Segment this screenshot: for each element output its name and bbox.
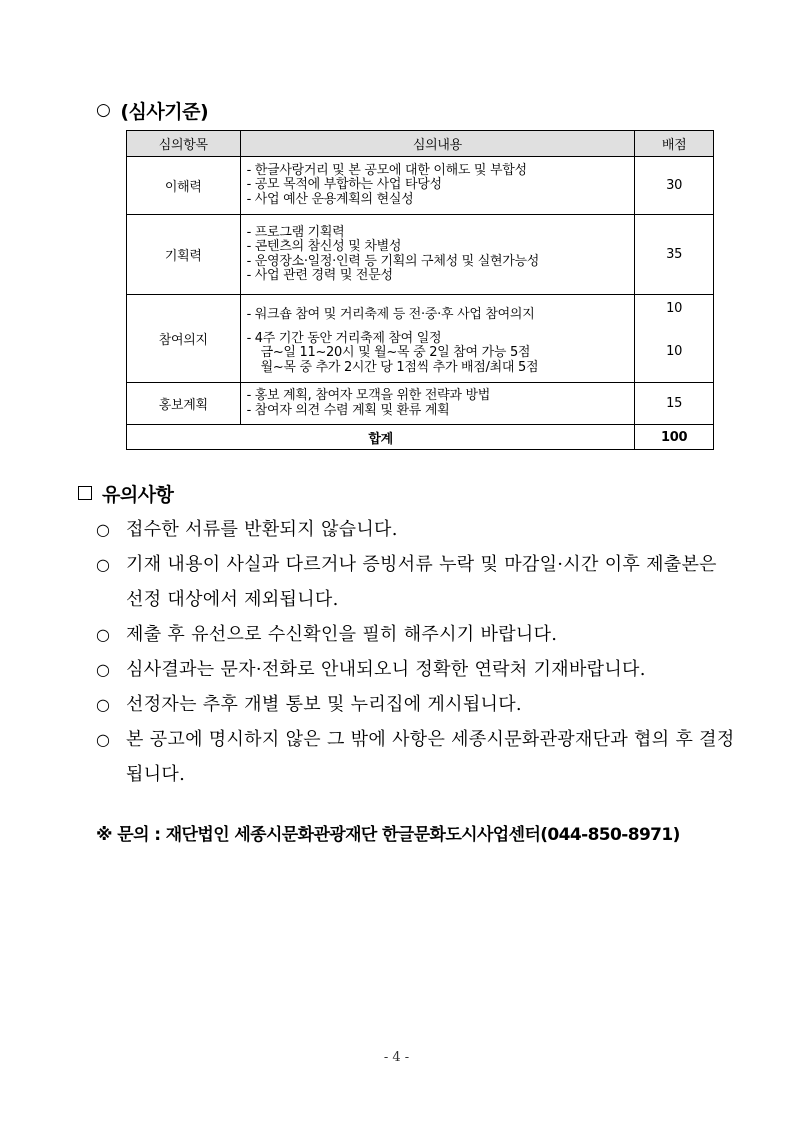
note-text: 본 공고에 명시하지 않은 그 밖에 사항은 세종시문화관광재단과 협의 후 결정됩니다. — [126, 729, 735, 785]
content-line: - 사업 예산 운용계획의 현실성 — [246, 191, 414, 207]
row-content — [240, 295, 635, 383]
header-content: 심의내용 — [240, 131, 635, 157]
row-score: 30 — [635, 157, 714, 215]
note-text: 접수한 서류를 반환되지 않습니다. — [126, 519, 398, 540]
sub-score: 10 — [666, 301, 683, 316]
circle-bullet-icon: ○ — [96, 660, 111, 679]
contact-info: ※ 문의 : 재단법인 세종시문화관광재단 한글문화도시사업센터(044-850-8971) — [96, 825, 680, 845]
table-row — [127, 383, 714, 425]
row-item: 이해력 — [127, 157, 241, 215]
row-score: 35 — [635, 215, 714, 295]
page-number: - 4 - — [383, 1050, 410, 1065]
note-text: 선정자는 추후 개별 통보 및 누리집에 게시됩니다. — [126, 694, 522, 715]
circle-bullet-icon: ○ — [96, 625, 111, 644]
circle-bullet-icon: ○ — [96, 100, 111, 120]
circle-bullet-icon: ○ — [96, 555, 111, 574]
row-score: 15 — [635, 383, 714, 425]
header-item: 심의항목 — [127, 131, 241, 157]
criteria-table — [126, 130, 714, 450]
criteria-heading-text: (심사기준) — [120, 100, 209, 123]
content-line: - 공모 목적에 부합하는 사업 타당성 — [246, 177, 442, 193]
content-line: - 콘텐츠의 참신성 및 차별성 — [246, 239, 402, 254]
table-row — [127, 215, 714, 295]
row-item: 참여의지 — [127, 295, 241, 383]
row-content — [240, 215, 635, 295]
list-item — [96, 617, 736, 652]
criteria-heading — [96, 96, 208, 124]
total-score: 100 — [635, 425, 714, 450]
row-content — [240, 157, 635, 215]
header-score: 배점 — [635, 131, 714, 157]
notes-heading-text: 유의사항 — [102, 483, 174, 506]
table-row — [127, 295, 714, 383]
table-header-row — [127, 131, 714, 157]
list-item — [96, 652, 736, 687]
circle-bullet-icon: ○ — [96, 695, 111, 714]
content-line: 금~일 11~20시 및 월~목 중 2일 참여 가능 5점 — [260, 345, 531, 361]
total-label: 합계 — [127, 425, 635, 450]
list-item — [96, 512, 736, 547]
row-content — [240, 383, 635, 425]
circle-bullet-icon: ○ — [96, 730, 111, 749]
circle-bullet-icon: ○ — [96, 520, 111, 539]
note-text: 기재 내용이 사실과 다르거나 증빙서류 누락 및 마감일·시간 이후 제출본은 선정 대상에서 제외됩니다. — [126, 554, 717, 610]
total-row — [127, 425, 714, 450]
sub-score: 10 — [666, 344, 683, 359]
content-line: - 한글사랑거리 및 본 공모에 대한 이해도 및 부합성 — [246, 162, 527, 178]
notes-heading — [78, 480, 173, 506]
square-bullet-icon — [78, 486, 92, 500]
list-item — [96, 722, 736, 792]
table-row — [127, 157, 714, 215]
note-text: 제출 후 유선으로 수신확인을 필히 해주시기 바랍니다. — [126, 624, 558, 645]
content-line: 월~목 중 추가 2시간 당 1점씩 추가 배점/최대 5점 — [260, 359, 539, 375]
list-item — [96, 547, 736, 617]
row-item: 홍보계획 — [127, 383, 241, 425]
content-line: - 워크숍 참여 및 거리축제 등 전·중·후 사업 참여의지 — [246, 306, 535, 322]
notes-list — [96, 512, 736, 792]
content-line: - 4주 기간 동안 거리축제 참여 일정 — [246, 330, 442, 346]
content-line: - 프로그램 기획력 — [246, 224, 345, 240]
content-line: - 사업 관련 경력 및 전문성 — [246, 268, 393, 283]
list-item — [96, 687, 736, 722]
row-score — [635, 295, 714, 383]
note-text: 심사결과는 문자·전화로 안내되오니 정확한 연락처 기재바랍니다. — [126, 659, 646, 680]
row-item: 기획력 — [127, 215, 241, 295]
content-line: - 홍보 계획, 참여자 모객을 위한 전략과 방법 — [246, 388, 491, 403]
content-line: - 참여자 의견 수렴 계획 및 환류 계획 — [246, 402, 450, 418]
content-line: - 운영장소·일정·인력 등 기획의 구체성 및 실현가능성 — [246, 253, 540, 269]
